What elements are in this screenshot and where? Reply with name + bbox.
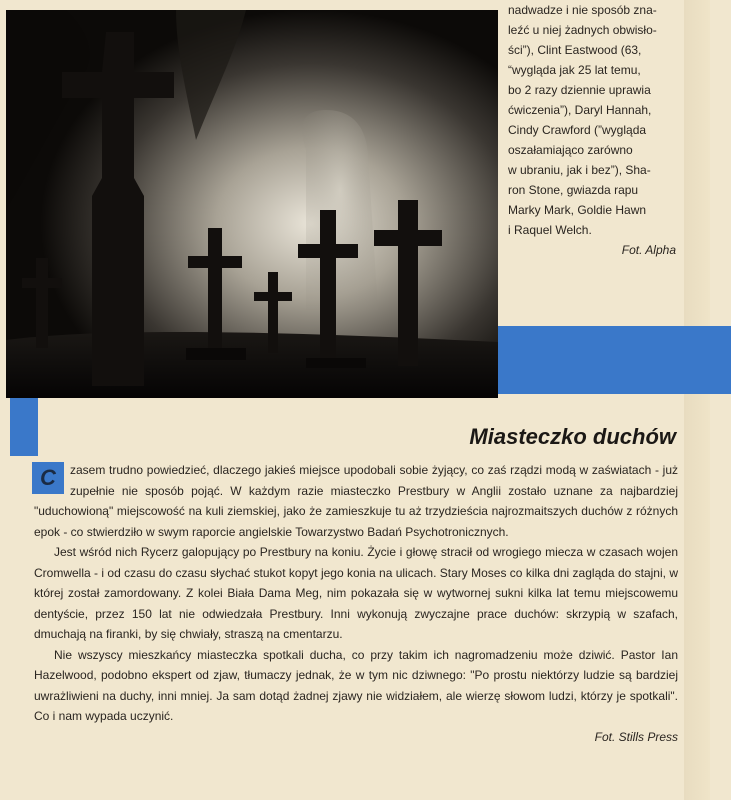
sidebar-line: ści”), Clint Eastwood (63, (508, 43, 642, 57)
article-paragraph: Nie wszyscy mieszkańcy miasteczka spotkali ducha, co przy takim ich nagromadzeniu może dziwić. Pastor Ian Hazelwood, podobno ekspert od zjaw, tłumaczy jednak, że w tym nic dziwnego: "Po prostu niektórzy ludzie są bardziej uwrażliwieni na duchy, inni mniej. Ja sam dotąd żadnej zjawy nie widziałem, ale wierzę słowom ludzi, którzy je spotkali". Co i nam wypada uczynić. (34, 647, 678, 723)
sidebar-line: Marky Mark, Goldie Hawn (508, 203, 647, 217)
sidebar-line: ron Stone, gwiazda rapu (508, 183, 639, 197)
accent-tab (10, 398, 38, 456)
page-edge-shadow (684, 0, 710, 800)
sidebar-line: Cindy Crawford (”wygląda (508, 123, 647, 137)
sidebar-text-column (508, 0, 676, 260)
accent-bar (498, 326, 731, 394)
article-paragraph: Jest wśród nich Rycerz galopujący po Prestbury na koniu. Życie i głowę stracił od wrogiego miecza w czasach wojen Cromwella - i od czasu do czasu słychać stukot kopyt jego konia na ulicach. Stary Moses co kilka dni zagląda do stajni, w której został zamordowany. Z kolei Biała Dama Meg, nim pokazała się w wytwornej sukni kilka lat temu miejscowemu dentyście, przez 150 lat nie odwiedzała Prestbury. Inni wykonują zwyczajne prace duchów: skrzypią w szafach, dmuchają na firanki, by się chwiały, straszą na cmentarzu. (34, 545, 678, 641)
drop-cap: C (32, 462, 64, 494)
article-body (34, 460, 678, 747)
sidebar-line: “wygląda jak 25 lat temu, (508, 63, 641, 77)
sidebar-photo-credit: Fot. Alpha (621, 243, 676, 257)
article-paragraph (34, 460, 678, 542)
sidebar-line: leźć u niej żadnych obwisło- (508, 23, 657, 37)
article-title: Miasteczko duchów (469, 424, 676, 449)
sidebar-line: bo 2 razy dziennie uprawia (508, 83, 651, 97)
article-photo-credit: Fot. Stills Press (594, 729, 678, 744)
cemetery-photo (6, 10, 498, 398)
sidebar-line: w ubraniu, jak i bez”), Sha- (508, 163, 651, 177)
sidebar-line: i Raquel Welch. (508, 223, 592, 237)
sidebar-line: nadwadze i nie sposób zna- (508, 3, 657, 17)
paragraph-text: zasem trudno powiedzieć, dlaczego jakieś miejsce upodobali sobie żyjący, co zaś rządzi modą w zaświatach - już zupełnie nie sposób pojąć. W każdym razie miasteczko Prestbury w Anglii zostało uznane za najbardziej "uduchowioną" miejscowość na kuli ziemskiej, jako że zamieszkuje tu aż trzydzieścia najrozmaitszych duchów z różnych epok - co stwierdziło w swym raporcie angielskie Towarzystwo Badań Psychotronicznych. (34, 463, 678, 539)
sidebar-line: oszałamiająco zarówno (508, 143, 633, 157)
sidebar-line: ćwiczenia”), Daryl Hannah, (508, 103, 652, 117)
